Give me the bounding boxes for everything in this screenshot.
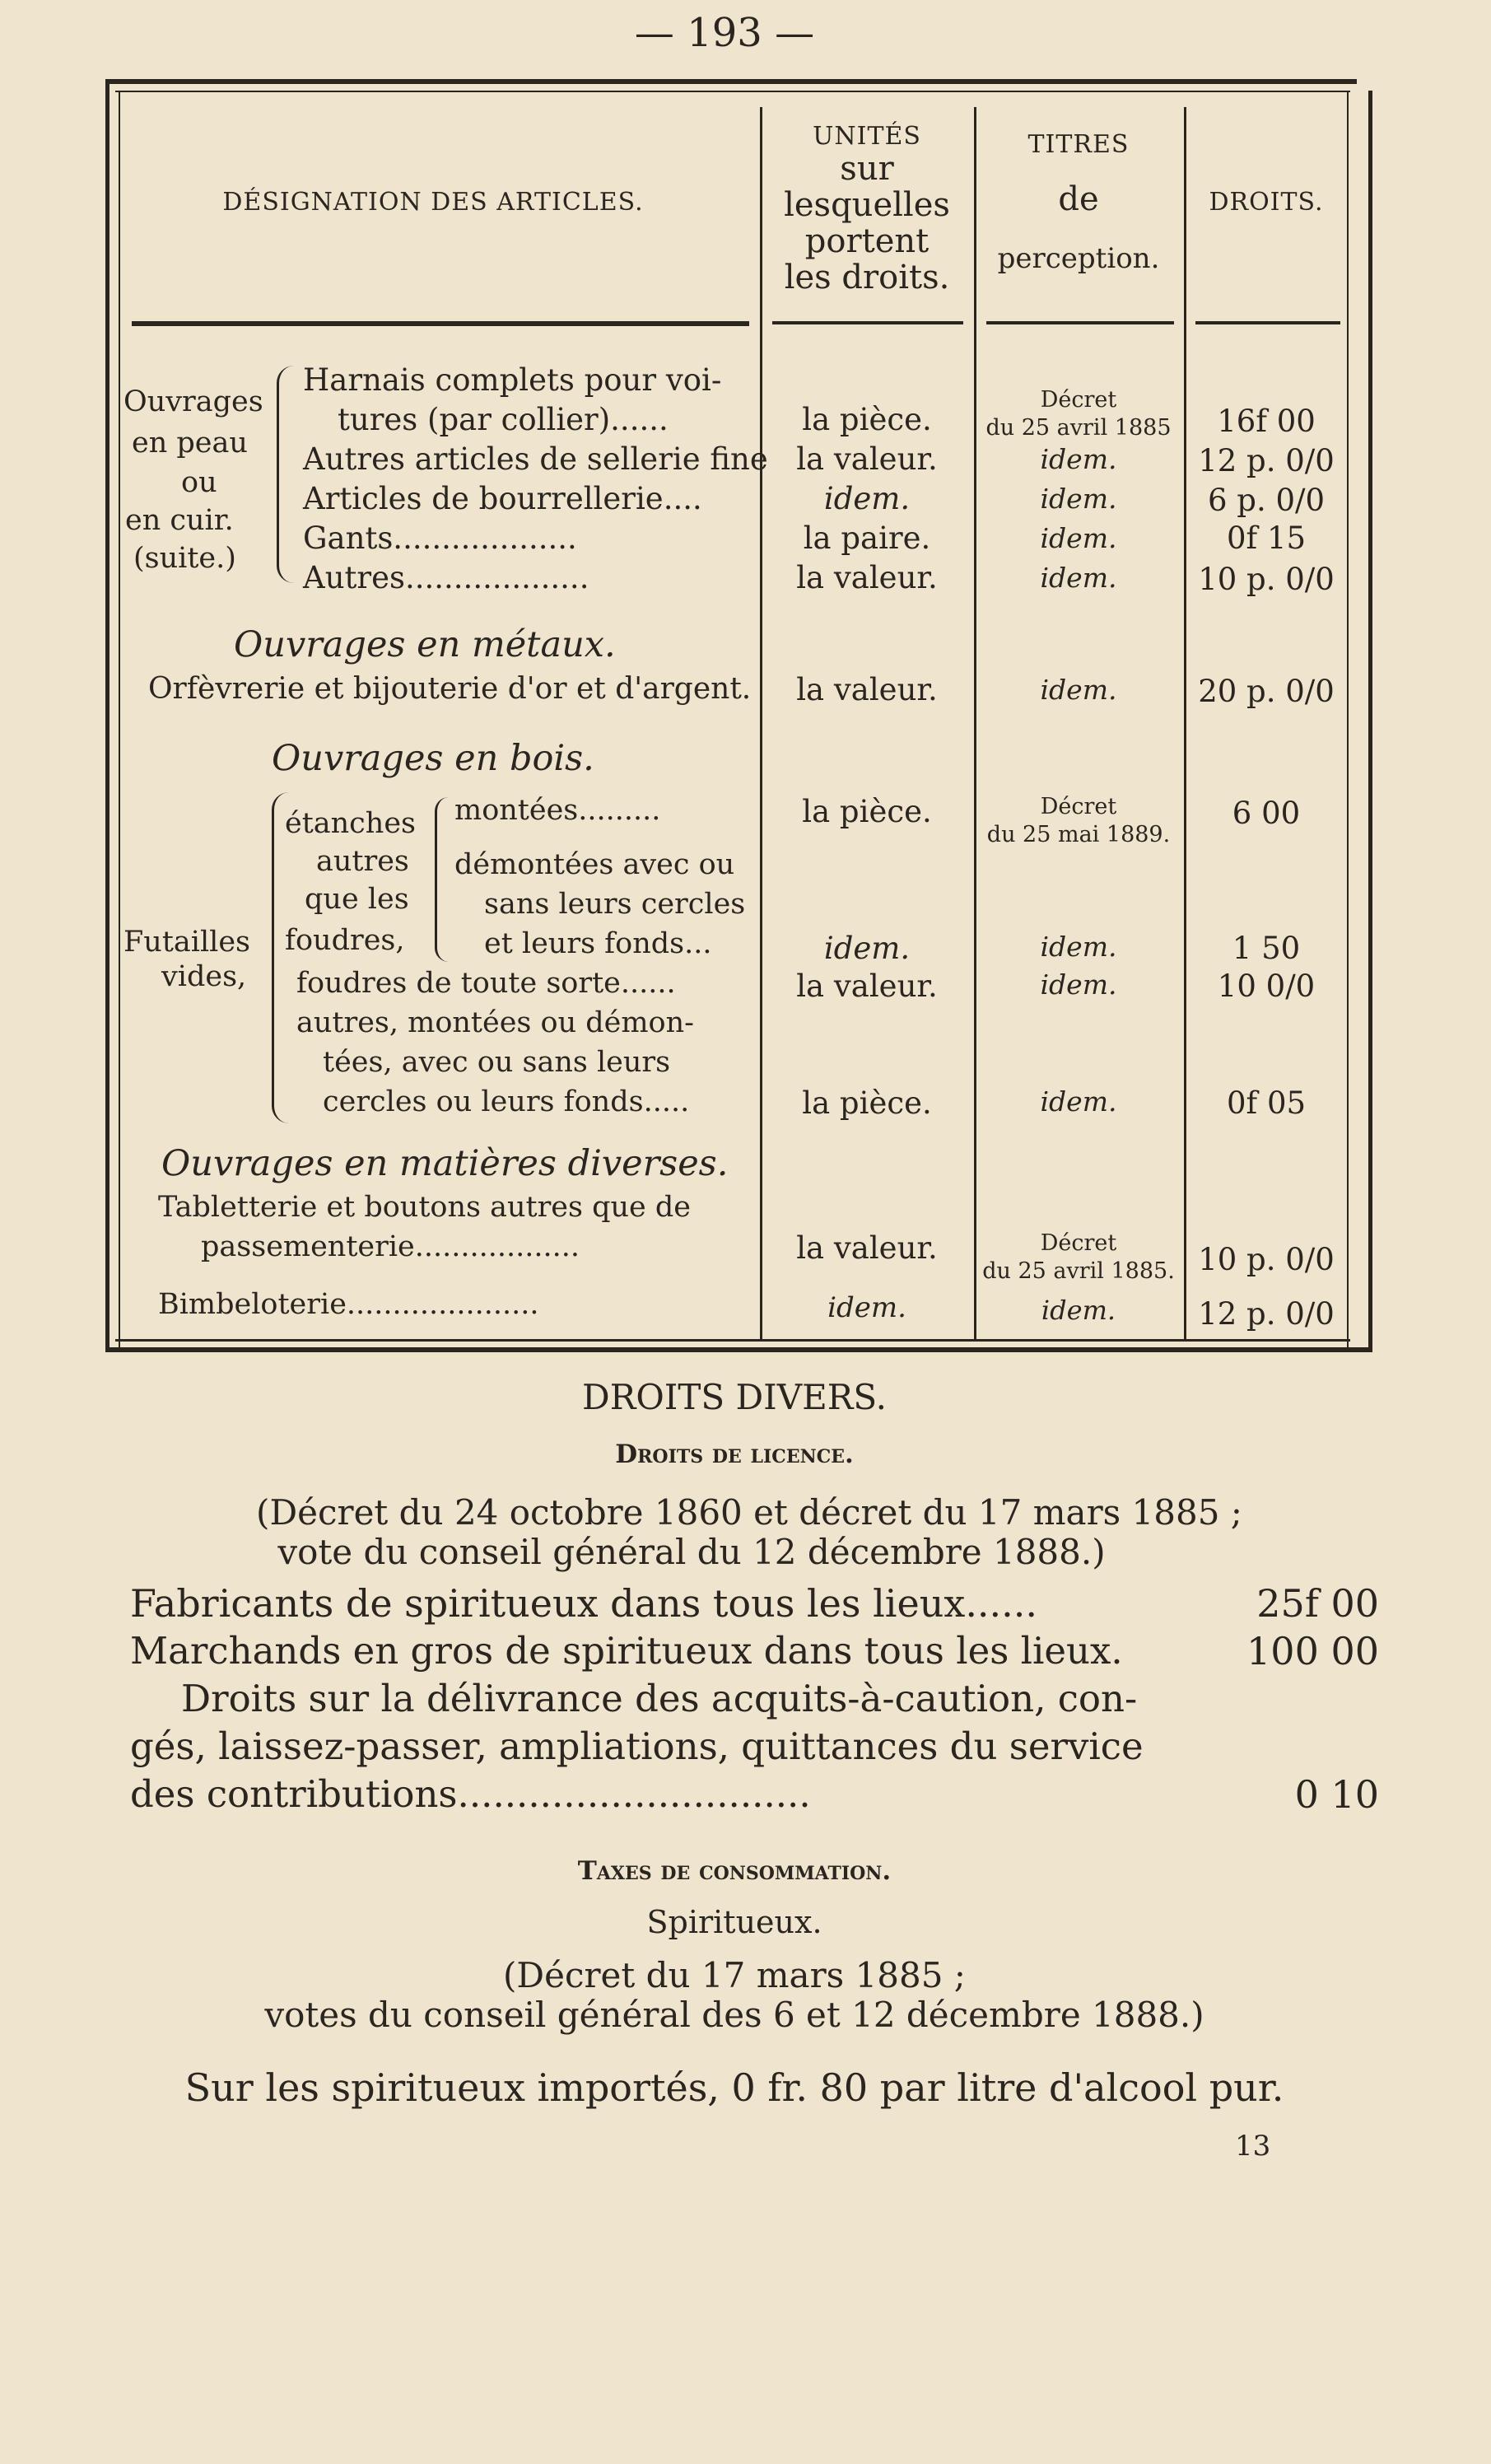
bois-montees: montées......... xyxy=(454,794,661,827)
bois-futailles-brace xyxy=(272,792,289,1123)
cuir-row4-label: Gants................... xyxy=(303,520,577,556)
droits-divers-title: DROITS DIVERS. xyxy=(582,1377,887,1417)
metaux-label: Orfèvrerie et bijouterie d'or et d'argent. xyxy=(148,672,752,706)
cuir-row5-droit: 10 p. 0/0 xyxy=(1198,562,1335,597)
cuir-row2-unit: la valeur. xyxy=(796,441,938,477)
diverses-bimb-droit: 12 p. 0/0 xyxy=(1198,1296,1335,1332)
cuir-row4-titre: idem. xyxy=(1040,522,1117,554)
bois-r4-droit: 0f 05 xyxy=(1226,1085,1307,1121)
cuir-group-label-2: en peau xyxy=(132,427,248,460)
cuir-row1-unit: la pièce. xyxy=(802,402,932,437)
bois-demontees-2: sans leurs cercles xyxy=(484,888,746,921)
cuir-group-label-1: Ouvrages xyxy=(123,385,263,418)
col-sep-2 xyxy=(974,107,976,1339)
cuir-row2-titre: idem. xyxy=(1040,443,1117,475)
header-unites-line2: sur xyxy=(840,150,894,188)
droits-delivrance-value: 0 10 xyxy=(1294,1772,1379,1817)
metaux-section-title: Ouvrages en métaux. xyxy=(234,624,616,665)
header-titres-line3: perception. xyxy=(997,242,1160,275)
bois-r1-titre: Décret xyxy=(1040,794,1117,819)
bois-autres: autres xyxy=(316,845,409,878)
cuir-group-label-3: ou xyxy=(181,466,217,499)
table-bottom-rule xyxy=(115,1339,1350,1342)
header-rule-unites xyxy=(772,321,963,324)
diverses-section-title: Ouvrages en matières diverses. xyxy=(161,1143,729,1184)
licence-decret-line1: (Décret du 24 octobre 1860 et décret du 17 mars 1885 ; xyxy=(256,1492,1242,1533)
bois-r1-droit: 6 00 xyxy=(1232,796,1301,831)
licence-decret-line2: vote du conseil général du 12 décembre 1888.) xyxy=(277,1532,1106,1572)
header-rule-designation xyxy=(132,321,749,326)
bois-r1-unit: la pièce. xyxy=(802,794,932,829)
diverses-tabletterie-1: Tabletterie et boutons autres que de xyxy=(158,1191,692,1224)
metaux-titre: idem. xyxy=(1040,674,1117,706)
droits-delivrance-line1: Droits sur la délivrance des acquits-à-caution, con- xyxy=(181,1677,1138,1720)
header-unites-line4: portent xyxy=(804,222,930,260)
cuir-row5-label: Autres................... xyxy=(303,560,589,595)
cuir-row4-unit: la paire. xyxy=(803,520,931,556)
bois-r4-titre: idem. xyxy=(1040,1085,1117,1118)
cuir-row5-unit: la valeur. xyxy=(796,560,938,595)
table-top-rule-thin xyxy=(115,91,1350,92)
diverses-tab-unit: la valeur. xyxy=(796,1230,938,1266)
bois-r4-unit: la pièce. xyxy=(802,1085,932,1121)
cuir-row1-label: Harnais complets pour voi- xyxy=(303,362,722,398)
bois-autres-line1: autres, montées ou démon- xyxy=(296,1006,694,1039)
cuir-row1-droit: 16f 00 xyxy=(1217,404,1316,439)
bois-futailles-label: Futailles xyxy=(123,926,251,959)
header-titres-line2: de xyxy=(1058,180,1099,218)
cuir-row2-label: Autres articles de sellerie fine xyxy=(303,441,768,477)
header-rule-droits xyxy=(1195,321,1340,324)
table-left-border xyxy=(105,79,109,1352)
bois-etanches: étanches xyxy=(285,807,417,840)
spiritueux-heading: Spiritueux. xyxy=(646,1904,822,1940)
taxes-consommation-subtitle: Taxes de consommation. xyxy=(577,1856,892,1886)
cuir-group-label-5: (suite.) xyxy=(133,542,236,575)
bois-demontees-1: démontées avec ou xyxy=(454,848,735,881)
cuir-row1-label-line2: tures (par collier)...... xyxy=(338,402,669,437)
header-rule-titres xyxy=(986,321,1174,324)
bois-que-les: que les xyxy=(305,883,409,916)
cuir-row1-titre: Décret xyxy=(1040,387,1117,413)
metaux-droit: 20 p. 0/0 xyxy=(1198,674,1335,709)
bois-r2-titre: idem. xyxy=(1040,931,1117,963)
taxes-decret-line2: votes du conseil général des 6 et 12 décembre 1888.) xyxy=(264,1995,1204,2035)
diverses-tabletterie-2: passementerie.................. xyxy=(201,1230,580,1263)
bois-demontees-3: et leurs fonds... xyxy=(484,927,712,960)
bois-autres-line3: cercles ou leurs fonds..... xyxy=(323,1085,690,1118)
bois-foudres-toute-sorte: foudres de toute sorte...... xyxy=(296,967,676,1000)
spiritueux-importes: Sur les spiritueux importés, 0 fr. 80 par litre d'alcool pur. xyxy=(184,2065,1284,2110)
table-left-border-thin xyxy=(119,91,120,1347)
header-unites-line5: les droits. xyxy=(784,259,950,296)
cuir-row1-titre-line2: du 25 avril 1885 xyxy=(985,415,1172,441)
table-top-rule xyxy=(105,79,1357,84)
fabricants-label: Fabricants de spiritueux dans tous les lieux...... xyxy=(130,1581,1038,1626)
page-number: — 193 — xyxy=(634,10,815,56)
droits-delivrance-line2: gés, laissez-passer, ampliations, quittances du service xyxy=(130,1724,1144,1768)
diverses-bimbeloterie: Bimbeloterie..................... xyxy=(158,1288,539,1321)
bois-futailles-label-line2: vides, xyxy=(161,960,247,993)
cuir-row2-droit: 12 p. 0/0 xyxy=(1198,443,1335,478)
header-titres: TITRES xyxy=(1027,130,1130,159)
diverses-tab-titre: Décret xyxy=(1040,1230,1117,1256)
cuir-row3-titre: idem. xyxy=(1040,483,1117,515)
cuir-row3-unit: idem. xyxy=(823,481,911,516)
bois-r3-droit: 10 0/0 xyxy=(1217,968,1316,1004)
table-bottom-rule-thick xyxy=(105,1347,1372,1352)
droits-delivrance-line3: des contributions.............................. xyxy=(130,1772,811,1816)
bois-section-title: Ouvrages en bois. xyxy=(272,738,594,779)
header-designation: DÉSIGNATION DES ARTICLES. xyxy=(222,188,644,217)
taxes-decret-line1: (Décret du 17 mars 1885 ; xyxy=(503,1955,966,1995)
diverses-bimb-titre: idem. xyxy=(1041,1295,1116,1326)
bois-r3-unit: la valeur. xyxy=(796,968,938,1004)
bois-r2-droit: 1 50 xyxy=(1232,931,1301,966)
bois-autres-line2: tées, avec ou sans leurs xyxy=(323,1046,671,1079)
cuir-row3-droit: 6 p. 0/0 xyxy=(1207,483,1326,518)
col-sep-3 xyxy=(1184,107,1186,1339)
header-unites-line3: lesquelles xyxy=(784,186,950,224)
header-droits: DROITS. xyxy=(1209,188,1324,217)
fabricants-value: 25f 00 xyxy=(1256,1581,1379,1626)
diverses-tab-titre-line2: du 25 avril 1885. xyxy=(982,1258,1175,1284)
marchands-label: Marchands en gros de spiritueux dans tous les lieux. xyxy=(130,1629,1123,1673)
bois-r2-unit: idem. xyxy=(823,931,911,966)
cuir-row5-titre: idem. xyxy=(1040,562,1117,594)
diverses-bimb-unit: idem. xyxy=(827,1291,906,1324)
table-right-border xyxy=(1368,91,1372,1352)
metaux-unit: la valeur. xyxy=(796,672,938,707)
bois-demontees-brace xyxy=(435,797,449,962)
bois-r3-titre: idem. xyxy=(1040,968,1117,1001)
col-sep-1 xyxy=(760,107,762,1339)
cuir-brace xyxy=(277,366,294,583)
cuir-group-label-4: en cuir. xyxy=(125,504,234,537)
marchands-value: 100 00 xyxy=(1246,1629,1379,1673)
bois-foudres-word: foudres, xyxy=(285,924,405,957)
droits-licence-subtitle: Droits de licence. xyxy=(615,1440,854,1469)
diverses-tab-droit: 10 p. 0/0 xyxy=(1198,1242,1335,1277)
cuir-row3-label: Articles de bourrellerie.... xyxy=(303,481,702,516)
header-unites: UNITÉS xyxy=(813,122,921,151)
table-right-border-thin xyxy=(1347,91,1349,1347)
cuir-row4-droit: 0f 15 xyxy=(1226,520,1307,556)
bois-r1-titre-line2: du 25 mai 1889. xyxy=(986,822,1171,847)
signature-mark: 13 xyxy=(1235,2130,1271,2163)
